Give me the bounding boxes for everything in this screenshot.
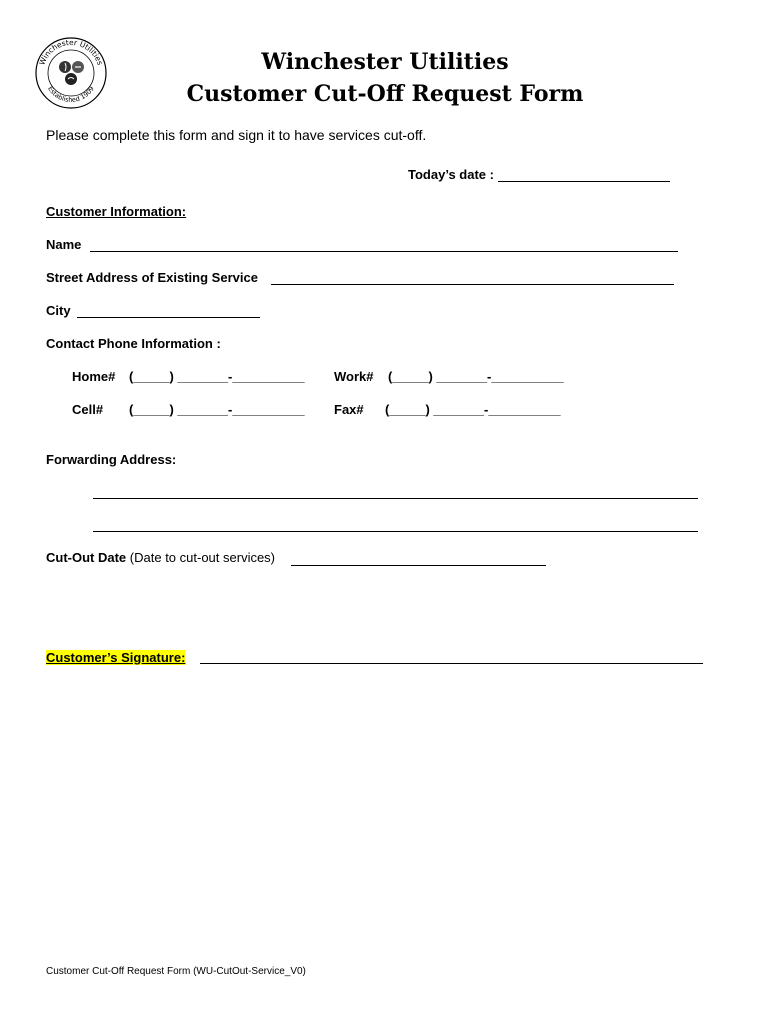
cutout-date-hint: (Date to cut-out services) bbox=[129, 550, 276, 565]
customer-info-heading: Customer Information: bbox=[46, 204, 187, 219]
city-field[interactable] bbox=[77, 317, 260, 318]
signature-field[interactable] bbox=[200, 663, 703, 664]
svg-text:Established 1909: Established 1909 bbox=[46, 84, 96, 105]
fax-label: Fax# bbox=[334, 402, 364, 417]
cutout-date-label-group bbox=[46, 550, 275, 565]
forwarding-address-line-1[interactable] bbox=[93, 498, 698, 499]
todays-date-field[interactable] bbox=[498, 181, 670, 182]
signature-label: Customer’s Signature: bbox=[46, 650, 186, 665]
intro-text: Please complete this form and sign it to have services cut-off. bbox=[46, 127, 427, 143]
work-phone-label: Work# bbox=[334, 369, 374, 384]
todays-date-label: Today’s date : bbox=[408, 167, 494, 182]
city-label: City bbox=[46, 303, 71, 318]
street-address-field[interactable] bbox=[271, 284, 674, 285]
forwarding-address-line-2[interactable] bbox=[93, 531, 698, 532]
home-phone-field[interactable]: (_____) _______-__________ bbox=[129, 369, 305, 384]
street-address-label: Street Address of Existing Service bbox=[46, 270, 258, 285]
form-title-line2: Customer Cut-Off Request Form bbox=[186, 81, 584, 107]
name-field[interactable] bbox=[90, 251, 678, 252]
work-phone-field[interactable]: (_____) _______-__________ bbox=[388, 369, 564, 384]
name-label: Name bbox=[46, 237, 82, 252]
forwarding-address-label: Forwarding Address: bbox=[46, 452, 177, 467]
cell-phone-label: Cell# bbox=[72, 402, 104, 417]
contact-phone-label: Contact Phone Information : bbox=[46, 336, 221, 351]
home-phone-label: Home# bbox=[72, 369, 116, 384]
form-footer: Customer Cut-Off Request Form (WU-CutOut-Service_V0) bbox=[46, 966, 306, 977]
cutout-date-field[interactable] bbox=[291, 565, 546, 566]
cutout-date-label: Cut-Out Date bbox=[46, 550, 127, 565]
cell-phone-field[interactable]: (_____) _______-__________ bbox=[129, 402, 305, 417]
form-title-line1: Winchester Utilities bbox=[261, 49, 509, 75]
svg-text:Winchester Utilities: Winchester Utilities bbox=[37, 37, 105, 67]
fax-field[interactable]: (_____) _______-__________ bbox=[385, 402, 561, 417]
